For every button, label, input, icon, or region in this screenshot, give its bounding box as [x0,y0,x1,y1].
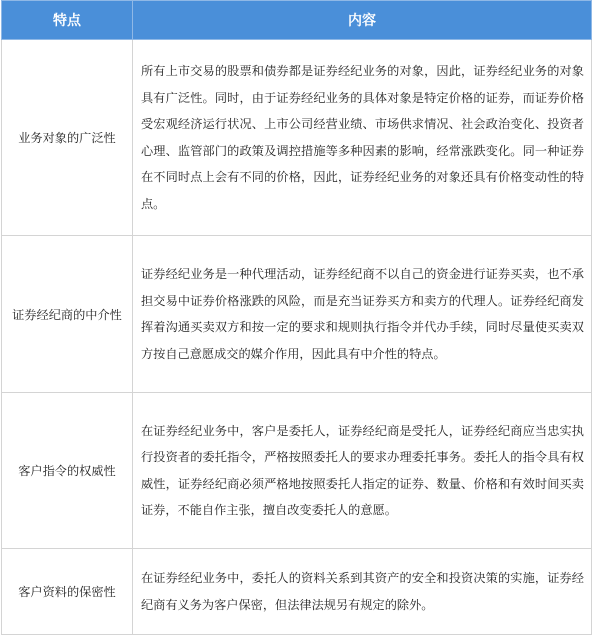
table-row [2,236,592,393]
table-row [2,393,592,549]
content-cell: 证券经纪业务是一种代理活动，证券经纪商不以自己的资金进行证券买卖，也不承担交易中证券价格涨跌的风险，而是充当证券买方和卖方的代理人。证券经纪商发挥着沟通买卖双方和按一定的要求和规则执行指令并代办手续，同时尽量使买卖双方按自己意愿成交的媒介作用，因此具有中介性的特点。 [133,236,592,393]
feature-cell: 业务对象的广泛性 [2,40,133,236]
table-row [2,40,592,236]
content-cell: 在证券经纪业务中，委托人的资料关系到其资产的安全和投资决策的实施，证券经纪商有义务为客户保密，但法律法规另有规定的除外。 [133,549,592,635]
feature-cell: 客户资料的保密性 [2,549,133,635]
content-cell: 所有上市交易的股票和债券都是证券经纪业务的对象，因此，证券经纪业务的对象具有广泛性。同时，由于证券经纪业务的具体对象是特定价格的证券，而证券价格受宏观经济运行状况、上市公司经营业绩、市场供求情况、社会政治变化、投资者心理、监管部门的政策及调控措施等多种因素的影响，经常涨跌变化。同一种证券在不同时点上会有不同的价格，因此，证券经纪业务的对象还具有价格变动性的特点。 [133,40,592,236]
content-cell: 在证券经纪业务中，客户是委托人，证券经纪商是受托人，证券经纪商应当忠实执行投资者的委托指令，严格按照委托人的要求办理委托事务。委托人的指令具有权威性，证券经纪商必须严格地按照委托人指定的证券、数量、价格和有效时间买卖证券，不能自作主张，擅自改变委托人的意愿。 [133,393,592,549]
header-content: 内容 [133,1,592,40]
features-table [1,0,592,635]
feature-cell: 证券经纪商的中介性 [2,236,133,393]
table-row [2,549,592,635]
header-feature: 特点 [2,1,133,40]
table-header-row [2,1,592,40]
feature-cell: 客户指令的权威性 [2,393,133,549]
